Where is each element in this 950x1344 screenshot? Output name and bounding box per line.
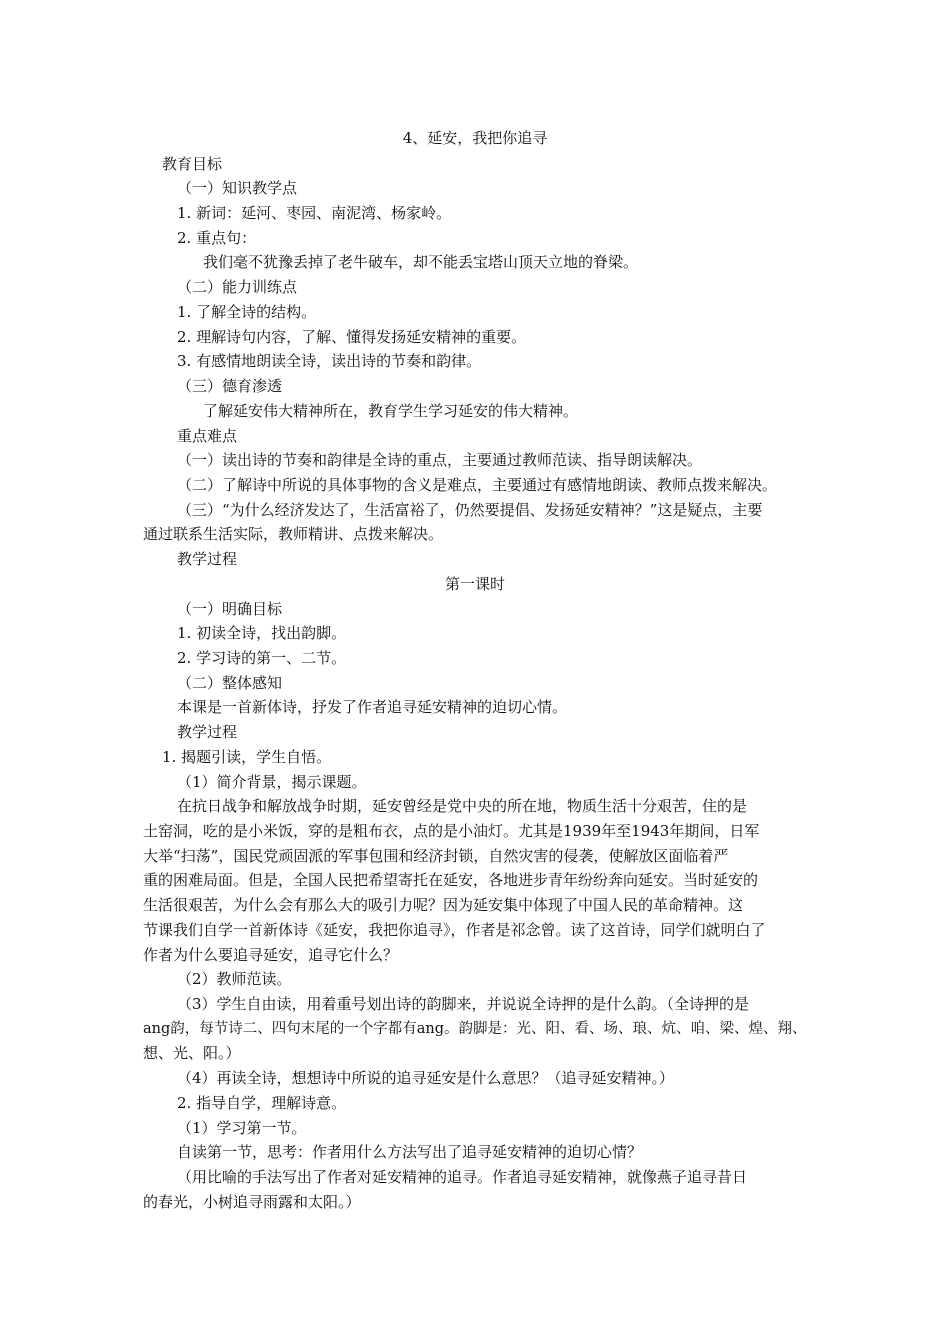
sub-heading: （二）整体感知 <box>177 674 283 692</box>
paragraph-line: 本课是一首新体诗，抒发了作者追寻延安精神的迫切心情。 <box>177 698 568 716</box>
section-heading: 教学过程 <box>177 550 238 568</box>
list-item: 2. 学习诗的第一、二节。 <box>177 649 347 667</box>
list-item: 1. 了解全诗的结构。 <box>177 303 317 321</box>
list-item: 2. 重点句： <box>177 229 257 247</box>
paragraph-line: （一）读出诗的节奏和韵律是全诗的重点，主要通过教师范读、指导朗读解决。 <box>177 451 703 469</box>
paragraph-line: ang韵，每节诗二、四句末尾的一个字都有ang。韵脚是：光、阳、看、场、琅、炕、咱、梁、煌、翔、 <box>143 1021 807 1037</box>
paragraph-line: 了解延安伟大精神所在，教育学生学习延安的伟大精神。 <box>203 402 579 420</box>
paragraph-line: 作者为什么要追寻延安，追寻它什么？ <box>143 946 399 964</box>
paragraph-line: 在抗日战争和解放战争时期，延安曾经是党中央的所在地，物质生活十分艰苦，住的是 <box>177 797 748 815</box>
paragraph-line: （用比喻的手法写出了作者对延安精神的追寻。作者追寻延安精神，就像燕子追寻昔日 <box>177 1168 748 1186</box>
paragraph-line: 自读第一节，思考：作者用什么方法写出了追寻延安精神的迫切心情？ <box>177 1143 643 1161</box>
paragraph-line: （3）学生自由读，用着重号划出诗的韵脚来，并说说全诗押的是什么韵。（全诗押的是 <box>177 995 750 1013</box>
sub-heading: （二）能力训练点 <box>177 278 298 296</box>
lesson-heading: 第一课时 <box>444 575 505 593</box>
list-item: 3. 有感情地朗读全诗，读出诗的节奏和韵律。 <box>177 352 482 370</box>
sub-heading: （1）简介背景，揭示课题。 <box>177 773 367 791</box>
paragraph-line: 节课我们自学一首新体诗《延安，我把你追寻》，作者是祁念曾。读了这首诗，同学们就明白了 <box>143 921 766 939</box>
paragraph-line: 生活很艰苦，为什么会有那么大的吸引力呢？因为延安集中体现了中国人民的革命精神。这 <box>143 896 744 914</box>
quote-line: 我们毫不犹豫丢掉了老牛破车，却不能丢宝塔山顶天立地的脊梁。 <box>203 253 639 271</box>
list-item: 1. 揭题引读，学生自悟。 <box>162 748 332 766</box>
paragraph-line: （三）“为什么经济发达了，生活富裕了，仍然要提倡、发扬延安精神？”这是疑点，主要 <box>177 501 763 519</box>
sub-heading: （2）教师范读。 <box>177 970 292 988</box>
document-title: 4、延安，我把你追寻 <box>402 129 548 147</box>
list-item: 2. 指导自学，理解诗意。 <box>177 1094 347 1112</box>
paragraph-line: 土窑洞，吃的是小米饭，穿的是粗布衣，点的是小油灯。尤其是1939年至1943年期间，日军 <box>143 822 760 840</box>
sub-heading: （三）德育渗透 <box>177 377 283 395</box>
list-item: 2. 理解诗句内容，了解、懂得发扬延安精神的重要。 <box>177 328 527 346</box>
sub-heading: （1）学习第一节。 <box>177 1119 307 1137</box>
paragraph-line: （4）再读全诗，想想诗中所说的追寻延安是什么意思？（追寻延安精神。） <box>177 1069 675 1087</box>
paragraph-line: 想、光、阳。） <box>143 1044 241 1062</box>
list-item: 1. 初读全诗，找出韵脚。 <box>177 624 347 642</box>
paragraph-line: 的春光，小树追寻雨露和太阳。） <box>143 1193 361 1211</box>
paragraph-line: 通过联系生活实际，教师精讲、点拨来解决。 <box>143 525 444 543</box>
paragraph-line: 大举“扫荡”，国民党顽固派的军事包围和经济封锁，自然灾害的侵袭，使解放区面临着严 <box>143 847 729 865</box>
sub-heading: （一）知识教学点 <box>177 179 298 197</box>
section-heading: 教育目标 <box>162 155 223 173</box>
list-item: 1. 新词：延河、枣园、南泥湾、杨家岭。 <box>177 204 452 222</box>
section-heading: 重点难点 <box>177 427 238 445</box>
sub-heading: （一）明确目标 <box>177 600 283 618</box>
section-heading: 教学过程 <box>177 723 238 741</box>
paragraph-line: 重的困难局面。但是，全国人民把希望寄托在延安，各地进步青年纷纷奔向延安。当时延安的 <box>143 871 759 889</box>
paragraph-line: （二）了解诗中所说的具体事物的含义是难点，主要通过有感情地朗读、教师点拨来解决。 <box>177 476 778 494</box>
